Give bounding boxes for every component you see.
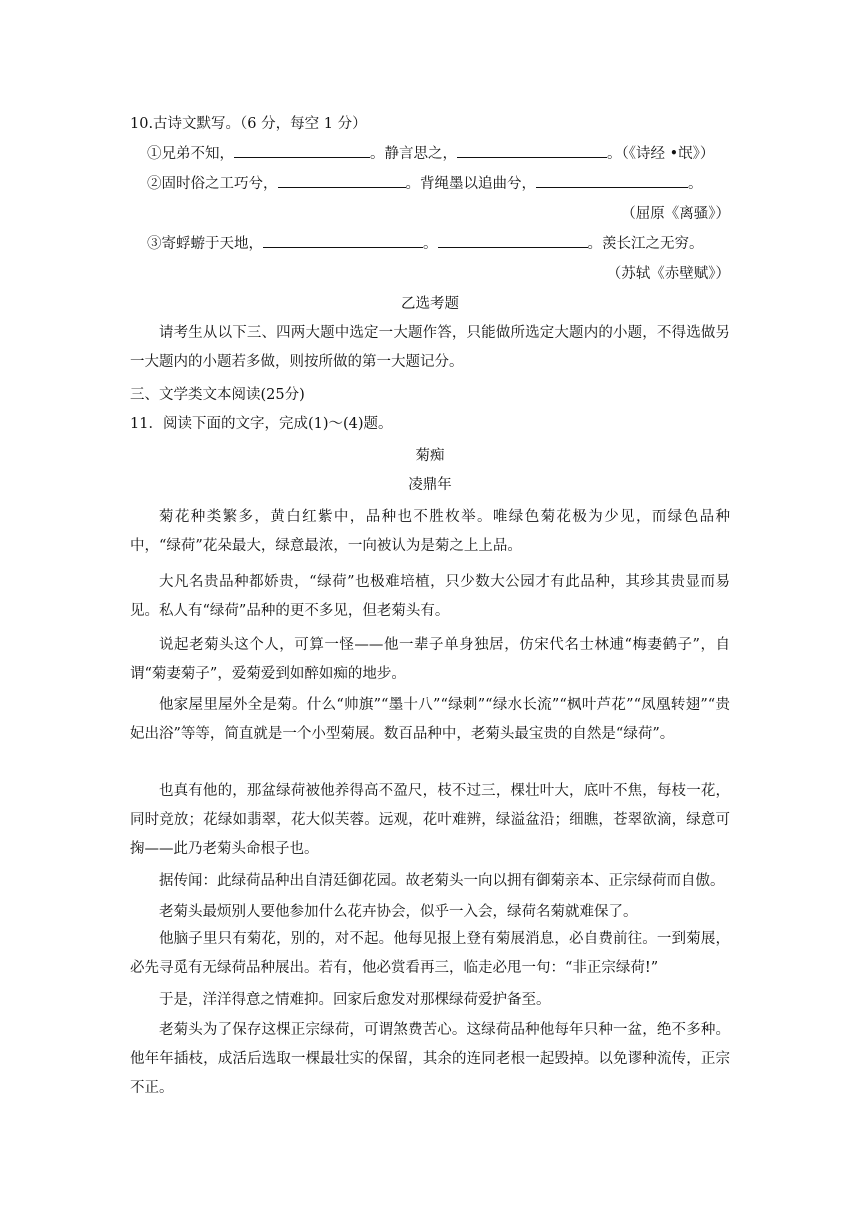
- story-paragraph-10: 老菊头为了保存这棵正宗绿荷，可谓煞费苦心。这绿荷品种他每年只种一盆，绝不多种。他年年插枝，成活后选取一棵最壮实的保留，其余的连同老根一起毁掉。以免谬种流传，正宗不正。: [130, 1022, 730, 1096]
- story-paragraph-2: 大凡名贵品种都娇贵，“绿荷”也极难培植，只少数大公园才有此品种，其珍其贵显而易见。私人有“绿荷”品种的更不多见，但老菊头有。: [130, 574, 730, 619]
- q10-line-2: [147, 173, 703, 194]
- q10-line-1: [147, 143, 714, 164]
- q10-line3-text-b: 。: [423, 236, 438, 252]
- q10-line3-text-a: ③寄蜉蝣于天地，: [147, 236, 263, 252]
- q10-line1-text-b: 。静言思之，: [370, 146, 457, 162]
- q10-line3-text-c: 。羡长江之无穷。: [587, 236, 704, 252]
- story-paragraph-8: 他脑子里只有菊花，别的，对不起。他每见报上登有菊展消息，必自费前往。一到菊展，必先寻觅有无绿荷品种展出。若有，他必赏看再三，临走必甩一句：“非正宗绿荷!”: [130, 931, 730, 976]
- part-3-heading: 三、文学类文本阅读(25分): [130, 387, 305, 403]
- story-paragraph-4: 他家屋里屋外全是菊。什么“帅旗”“墨十八”“绿刺”“绿水长流”“枫叶芦花”“凤凰转翅”“贵妃出浴”等等，简直就是一个小型菊展。数百品种中，老菊头最宝贵的自然是“绿荷”。: [130, 697, 730, 742]
- q10-line2-source: （屈原《离骚》）: [621, 206, 730, 222]
- answer-blank-5[interactable]: [263, 233, 423, 248]
- q10-line2-text-a: ②固时俗之工巧兮，: [147, 176, 278, 192]
- story-paragraph-9: 于是，洋洋得意之情难抑。回家后愈发对那棵绿荷爱护备至。: [159, 992, 551, 1008]
- answer-blank-1[interactable]: [234, 143, 370, 158]
- section-b-title: 乙选考题: [401, 296, 459, 312]
- q10-line1-text-a: ①兄弟不知，: [147, 146, 234, 162]
- q10-line2-text-b: 。背绳墨以追曲兮，: [405, 176, 536, 192]
- story-author: 凌鼎年: [408, 477, 452, 493]
- story-paragraph-3: 说起老菊头这个人，可算一怪——他一辈子单身独居，仿宋代名士林逋“梅妻鹤子”，自谓“菊妻菊子”，爱菊爱到如醉如痴的地步。: [130, 637, 730, 682]
- story-paragraph-6: 据传闻：此绿荷品种出自清廷御花园。故老菊头一向以拥有御菊亲本、正宗绿荷而自傲。: [159, 873, 725, 889]
- q10-heading: 10.古诗文默写。（6 分，每空 1 分）: [130, 116, 367, 132]
- answer-blank-2[interactable]: [457, 143, 607, 158]
- story-paragraph-7: 老菊头最烦别人要他参加什么花卉协会，似乎一入会，绿荷名菊就难保了。: [159, 904, 638, 920]
- q10-line-3: [147, 233, 704, 254]
- story-paragraph-5: 也真有他的，那盆绿荷被他养得高不盈尺，枝不过三，棵壮叶大，底叶不焦，每枝一花，同时竞放；花绿如翡翠，花大似芙蓉。远观，花叶难辨，绿溢盆沿；细瞧，苍翠欲滴，绿意可掬——此乃老菊头命根子也。: [130, 783, 730, 857]
- q11-prompt: 11．阅读下面的文字，完成(1)～(4)题。: [130, 416, 393, 432]
- q10-line2-text-c: 。: [688, 176, 703, 192]
- answer-blank-6[interactable]: [438, 233, 588, 248]
- story-paragraph-1: 菊花种类繁多，黄白红紫中，品种也不胜枚举。唯绿色菊花极为少见，而绿色品种中，“绿荷”花朵最大，绿意最浓，一向被认为是菊之上上品。: [130, 509, 730, 554]
- section-b-instruction: 请考生从以下三、四两大题中选定一大题作答，只能做所选定大题内的小题，不得选做另一大题内的小题若多做，则按所做的第一大题记分。: [130, 325, 730, 370]
- answer-blank-4[interactable]: [536, 173, 688, 188]
- q10-line1-text-c: 。（《诗经 •氓》）: [607, 146, 715, 162]
- answer-blank-3[interactable]: [278, 173, 406, 188]
- q10-line3-source: （苏轼《赤壁赋》）: [606, 266, 730, 282]
- story-title: 菊痴: [415, 448, 445, 464]
